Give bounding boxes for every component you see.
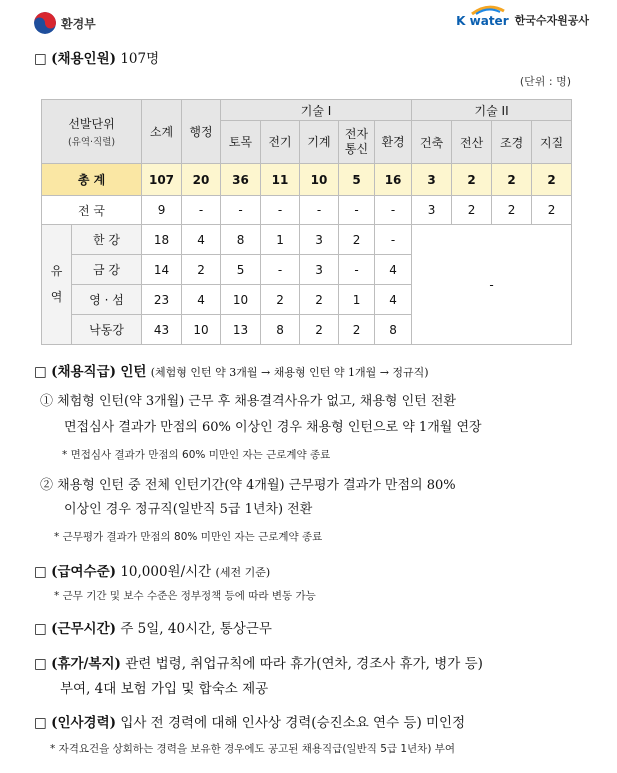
basin-cell: 2 [339, 225, 375, 255]
basin-cell: 4 [375, 285, 412, 315]
position-item-1-line-1: ① 체험형 인턴(약 3개월) 근무 후 채용결격사유가 없고, 채용형 인턴 전환 [40, 394, 456, 409]
basin-cell: 4 [182, 285, 221, 315]
total-cell: 5 [339, 164, 375, 196]
national-row-label: 전 국 [42, 196, 142, 225]
basin-cell: 1 [339, 285, 375, 315]
basin-cell: 10 [221, 285, 261, 315]
national-cell: 2 [532, 196, 572, 225]
basin-cell: 23 [142, 285, 182, 315]
section-welfare [34, 655, 483, 673]
total-cell: 107 [142, 164, 182, 196]
position-item-2-line-2: 이상인 경우 정규직(일반직 5급 1년차) 전환 [64, 502, 313, 517]
basin-cell: - [339, 255, 375, 285]
header-tech2: 기술 II [412, 100, 572, 121]
total-cell: 3 [412, 164, 452, 196]
section-value: 관련 법령, 취업규칙에 따라 휴가(연차, 경조사 휴가, 병가 등) [125, 656, 483, 672]
basin-cell: 1 [261, 225, 300, 255]
section-pay [34, 563, 270, 582]
national-cell: 3 [412, 196, 452, 225]
section-position [34, 363, 429, 382]
header-admin: 행정 [182, 100, 221, 164]
section-value: 10,000원/시간 [120, 564, 212, 580]
header-subtotal: 소계 [142, 100, 182, 164]
basin-cell: 2 [339, 315, 375, 345]
kwater-brand [456, 13, 508, 29]
basin-cell: 43 [142, 315, 182, 345]
unit-label: (단위 : 명) [519, 75, 571, 88]
org-name: 한국수자원공사 [514, 14, 589, 27]
national-cell: 2 [492, 196, 532, 225]
national-cell: 9 [142, 196, 182, 225]
checkbox-bullet: □ [34, 715, 47, 731]
basin-cell: 8 [221, 225, 261, 255]
position-note-2: * 근무평가 결과가 만점의 80% 미만인 자는 근로계약 종료 [54, 531, 323, 543]
header-tech1-col: 전기 [261, 121, 300, 164]
basin-name: 낙동강 [72, 315, 142, 345]
basin-cell: - [375, 225, 412, 255]
header-tech2-col: 조경 [492, 121, 532, 164]
basin-group-label: 유 역 [42, 225, 72, 345]
basin-cell: 2 [182, 255, 221, 285]
hiring-table [41, 99, 572, 345]
total-cell: 2 [492, 164, 532, 196]
total-cell: 10 [300, 164, 339, 196]
header-tech1-col: 토목 [221, 121, 261, 164]
header-tech2-col: 전산 [452, 121, 492, 164]
header-unit-sub: (유역·직렬) [67, 137, 116, 148]
pay-note: * 근무 기간 및 보수 수준은 정부정책 등에 따라 변동 가능 [54, 590, 316, 602]
ministry-logo [34, 12, 96, 34]
basin-cell: 2 [300, 285, 339, 315]
basin-tech2-merged: - [412, 225, 572, 345]
basin-cell: 10 [182, 315, 221, 345]
section-hiring-count [34, 50, 159, 68]
national-cell: - [221, 196, 261, 225]
checkbox-bullet: □ [34, 656, 47, 672]
basin-cell: 4 [182, 225, 221, 255]
section-value: 주 5일, 40시간, 통상근무 [120, 621, 272, 637]
national-cell: - [261, 196, 300, 225]
total-cell: 11 [261, 164, 300, 196]
kwater-logo [456, 13, 589, 29]
section-value: 107명 [120, 51, 160, 67]
total-cell: 2 [452, 164, 492, 196]
position-item-1-line-2: 면접심사 결과가 만점의 60% 이상인 경우 채용형 인턴으로 약 1개월 연장 [64, 420, 482, 435]
section-value: 인턴 [120, 364, 147, 380]
basin-cell: 2 [300, 315, 339, 345]
total-row-label: 총 계 [42, 164, 142, 196]
header-tech1-col: 전자 통신 [339, 121, 375, 164]
basin-cell: 13 [221, 315, 261, 345]
position-item-2-line-1: ② 채용형 인턴 중 전체 인턴기간(약 4개월) 근무평가 결과가 만점의 80% [40, 478, 456, 493]
section-detail: (체험형 인턴 약 3개월 → 채용형 인턴 약 1개월 → 정규직) [150, 366, 429, 379]
header-unit [42, 100, 142, 164]
section-value: 입사 전 경력에 대해 인사상 경력(승진소요 연수 등) 미인정 [120, 715, 466, 731]
basin-cell: - [261, 255, 300, 285]
basin-cell: 18 [142, 225, 182, 255]
national-cell: 2 [452, 196, 492, 225]
basin-name: 금 강 [72, 255, 142, 285]
page-header [0, 0, 617, 44]
header-tech1: 기술 I [221, 100, 412, 121]
checkbox-bullet: □ [34, 364, 47, 380]
total-cell: 16 [375, 164, 412, 196]
section-title: (휴가/복지) [51, 656, 121, 672]
total-cell: 20 [182, 164, 221, 196]
national-cell: - [300, 196, 339, 225]
basin-cell: 3 [300, 225, 339, 255]
basin-name: 한 강 [72, 225, 142, 255]
basin-name: 영 · 섬 [72, 285, 142, 315]
national-cell: - [375, 196, 412, 225]
total-cell: 36 [221, 164, 261, 196]
header-tech1-col: 기계 [300, 121, 339, 164]
career-note: * 자격요건을 상회하는 경력을 보유한 경우에도 공고된 채용직급(일반직 5급 1년차) 부여 [50, 743, 456, 755]
basin-cell: 4 [375, 255, 412, 285]
section-title: (급여수준) [51, 564, 117, 580]
header-tech1-col: 환경 [375, 121, 412, 164]
national-cell: - [339, 196, 375, 225]
table-row [42, 225, 572, 255]
checkbox-bullet: □ [34, 564, 47, 580]
section-hours [34, 620, 272, 638]
ministry-name: 환경부 [61, 16, 96, 31]
position-note-1: * 면접심사 결과가 만점의 60% 미만인 자는 근로계약 종료 [62, 449, 331, 461]
total-cell: 2 [532, 164, 572, 196]
header-unit-label: 선발단위 [68, 117, 115, 131]
basin-cell: 8 [261, 315, 300, 345]
section-title: (채용직급) [51, 364, 117, 380]
section-title: (채용인원) [51, 51, 117, 67]
national-cell: - [182, 196, 221, 225]
water-wave-icon [470, 5, 506, 15]
section-title: (인사경력) [51, 715, 117, 731]
section-career [34, 714, 465, 732]
basin-cell: 2 [261, 285, 300, 315]
basin-cell: 8 [375, 315, 412, 345]
taegeuk-emblem-icon [34, 12, 56, 34]
header-tech2-col: 건축 [412, 121, 452, 164]
kwater-brand-text: K water [456, 14, 509, 28]
section-detail: (세전 기준) [215, 566, 271, 579]
header-tech2-col: 지질 [532, 121, 572, 164]
checkbox-bullet: □ [34, 621, 47, 637]
basin-cell: 5 [221, 255, 261, 285]
section-title: (근무시간) [51, 621, 117, 637]
welfare-line-2: 부여, 4대 보험 가입 및 합숙소 제공 [60, 681, 269, 697]
basin-cell: 3 [300, 255, 339, 285]
checkbox-bullet: □ [34, 51, 47, 67]
basin-cell: 14 [142, 255, 182, 285]
